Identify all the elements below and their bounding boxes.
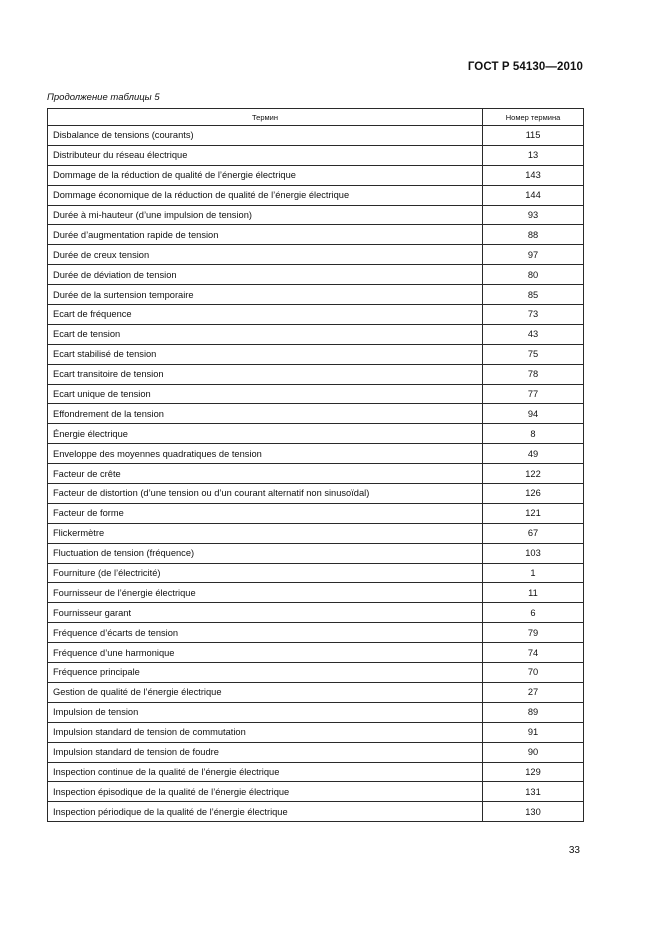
term-cell: Durée de la surtension temporaire [48,285,483,305]
term-number-cell: 6 [483,603,584,623]
table-row [48,742,584,762]
table-row [48,523,584,543]
term-number-cell: 89 [483,702,584,722]
term-cell: Distributeur du réseau électrique [48,145,483,165]
table-row [48,484,584,504]
term-number-cell: 70 [483,663,584,683]
term-number-cell: 121 [483,503,584,523]
table-row [48,126,584,146]
table-row [48,682,584,702]
term-cell: Gestion de qualité de l’énergie électrique [48,682,483,702]
term-number-cell: 79 [483,623,584,643]
term-cell: Fourniture (de l’électricité) [48,563,483,583]
table-caption: Продолжение таблицы 5 [47,92,160,103]
table-row [48,205,584,225]
term-cell: Fournisseur de l’énergie électrique [48,583,483,603]
column-header-number: Номер термина [483,109,584,126]
term-number-cell: 131 [483,782,584,802]
term-number-cell: 94 [483,404,584,424]
term-cell: Dommage économique de la réduction de qualité de l’énergie électrique [48,185,483,205]
table-row [48,225,584,245]
table-row [48,344,584,364]
term-number-cell: 143 [483,165,584,185]
term-cell: Ecart transitoire de tension [48,364,483,384]
term-cell: Inspection continue de la qualité de l’énergie électrique [48,762,483,782]
term-cell: Fournisseur garant [48,603,483,623]
term-number-cell: 85 [483,285,584,305]
table-header-row [48,109,584,126]
term-cell: Durée d’augmentation rapide de tension [48,225,483,245]
terms-table [47,108,584,822]
page-number: 33 [568,845,580,856]
table-row [48,444,584,464]
term-cell: Durée à mi-hauteur (d’une impulsion de tension) [48,205,483,225]
term-number-cell: 80 [483,265,584,285]
standard-code: ГОСТ Р 54130—2010 [467,61,583,73]
table-row [48,782,584,802]
table-row [48,663,584,683]
table-row [48,543,584,563]
table-row [48,285,584,305]
term-cell: Durée de déviation de tension [48,265,483,285]
table-row [48,145,584,165]
table-row [48,305,584,325]
term-cell: Facteur de distortion (d’une tension ou d’un courant alternatif non sinusoïdal) [48,484,483,504]
term-cell: Fréquence d’écarts de tension [48,623,483,643]
term-cell: Flickermètre [48,523,483,543]
term-number-cell: 126 [483,484,584,504]
table-row [48,762,584,782]
term-number-cell: 8 [483,424,584,444]
term-number-cell: 93 [483,205,584,225]
term-number-cell: 43 [483,324,584,344]
term-number-cell: 129 [483,762,584,782]
term-cell: Ecart de fréquence [48,305,483,325]
term-cell: Ecart stabilisé de tension [48,344,483,364]
table-row [48,722,584,742]
table-row [48,702,584,722]
table-row [48,464,584,484]
term-number-cell: 97 [483,245,584,265]
term-number-cell: 103 [483,543,584,563]
term-cell: Effondrement de la tension [48,404,483,424]
term-number-cell: 130 [483,802,584,822]
term-number-cell: 115 [483,126,584,146]
table-row [48,583,584,603]
term-cell: Ecart unique de tension [48,384,483,404]
term-cell: Dommage de la réduction de qualité de l’énergie électrique [48,165,483,185]
table-row [48,245,584,265]
term-cell: Facteur de forme [48,503,483,523]
table-row [48,643,584,663]
term-cell: Fréquence principale [48,663,483,683]
column-header-term: Термин [48,109,483,126]
table-row [48,603,584,623]
term-number-cell: 27 [483,682,584,702]
term-number-cell: 91 [483,722,584,742]
term-cell: Énergie électrique [48,424,483,444]
table-row [48,424,584,444]
term-cell: Fréquence d’une harmonique [48,643,483,663]
table-row [48,265,584,285]
term-number-cell: 67 [483,523,584,543]
term-number-cell: 11 [483,583,584,603]
term-cell: Impulsion de tension [48,702,483,722]
term-number-cell: 13 [483,145,584,165]
term-number-cell: 122 [483,464,584,484]
table-row [48,185,584,205]
term-cell: Impulsion standard de tension de foudre [48,742,483,762]
term-number-cell: 144 [483,185,584,205]
table-row [48,324,584,344]
term-number-cell: 77 [483,384,584,404]
term-cell: Inspection épisodique de la qualité de l’énergie électrique [48,782,483,802]
term-cell: Inspection périodique de la qualité de l’énergie électrique [48,802,483,822]
term-cell: Ecart de tension [48,324,483,344]
table-row [48,165,584,185]
term-number-cell: 78 [483,364,584,384]
table-body [48,126,584,822]
table-row [48,563,584,583]
term-number-cell: 1 [483,563,584,583]
table-row [48,503,584,523]
term-number-cell: 88 [483,225,584,245]
term-cell: Fluctuation de tension (fréquence) [48,543,483,563]
table-row [48,384,584,404]
table-row [48,364,584,384]
term-number-cell: 74 [483,643,584,663]
term-cell: Disbalance de tensions (courants) [48,126,483,146]
term-cell: Enveloppe des moyennes quadratiques de tension [48,444,483,464]
term-cell: Durée de creux tension [48,245,483,265]
table-row [48,623,584,643]
term-cell: Facteur de crête [48,464,483,484]
table-row [48,404,584,424]
term-number-cell: 90 [483,742,584,762]
term-number-cell: 73 [483,305,584,325]
term-number-cell: 75 [483,344,584,364]
term-number-cell: 49 [483,444,584,464]
table-row [48,802,584,822]
term-cell: Impulsion standard de tension de commutation [48,722,483,742]
